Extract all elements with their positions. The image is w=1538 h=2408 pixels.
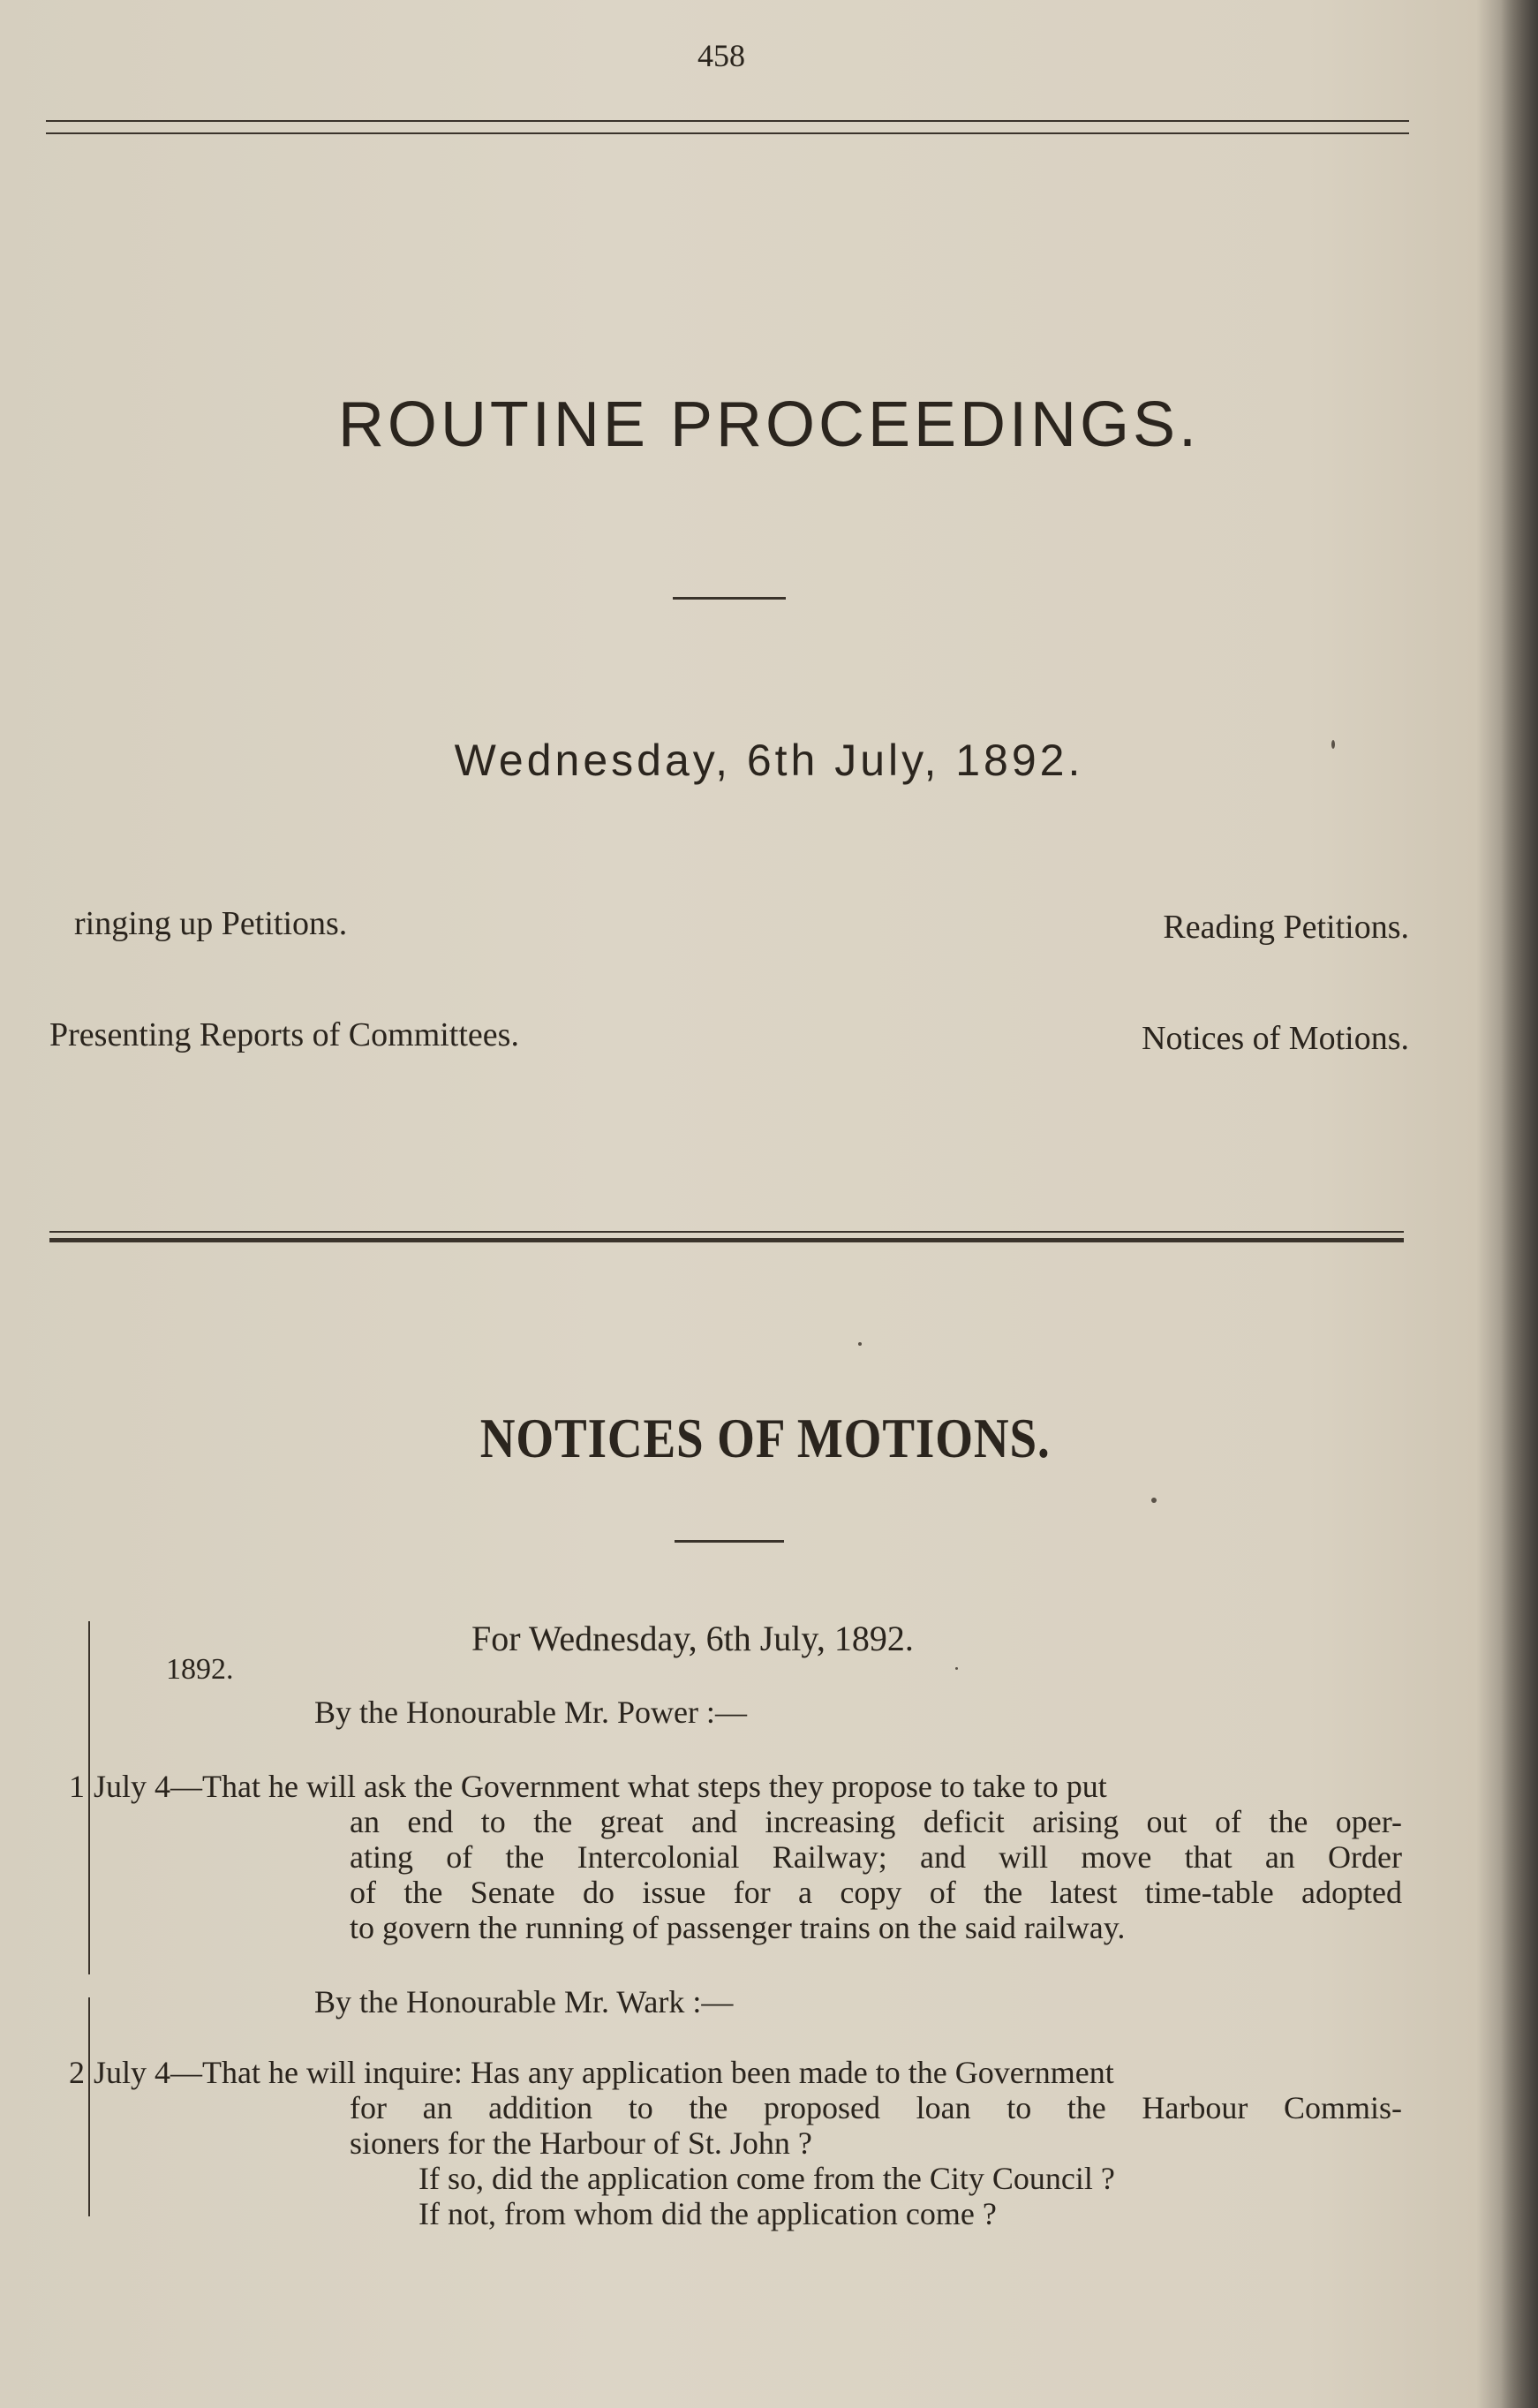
- section-divider-bottom: [49, 1238, 1404, 1242]
- motion-text-line: sioners for the Harbour of St. John ?: [350, 2125, 812, 2161]
- motion-text-line: If so, did the application come from the City Council ?: [418, 2161, 1115, 2196]
- routine-proceedings-title: ROUTINE PROCEEDINGS.: [337, 389, 1201, 460]
- motion-text-line: for an addition to the proposed loan to the Harbour Commis-: [350, 2090, 1402, 2125]
- motion-text-line: July 4—That he will ask the Government what steps they propose to take to put: [94, 1769, 1107, 1804]
- margin-year: 1892.: [166, 1653, 234, 1686]
- routine-date: Wednesday, 6th July, 1892.: [454, 736, 1084, 785]
- routine-item: ringing up Petitions.: [74, 905, 348, 942]
- motion-author: By the Honourable Mr. Wark :—: [314, 1984, 734, 2019]
- header-rule-bottom: [46, 132, 1409, 134]
- routine-item: Presenting Reports of Committees.: [49, 1016, 519, 1053]
- ink-speck: [1151, 1498, 1157, 1503]
- motions-for-date: For Wednesday, 6th July, 1892.: [471, 1619, 914, 1658]
- header-rule-top: [46, 120, 1409, 122]
- margin-rule: [88, 1997, 90, 2216]
- motion-text-line: July 4—That he will inquire: Has any application been made to the Government: [94, 2055, 1114, 2090]
- notices-of-motions-title: NOTICES OF MOTIONS.: [479, 1407, 1051, 1469]
- section-divider-top: [49, 1231, 1404, 1233]
- routine-item: Notices of Motions.: [1142, 1020, 1409, 1057]
- routine-item: Reading Petitions.: [1163, 909, 1409, 946]
- title-underline-1: [673, 597, 786, 600]
- page-edge-shadow: [1501, 0, 1538, 2408]
- motion-text-line: ating of the Intercolonial Railway; and will move that an Order: [350, 1839, 1402, 1875]
- motion-author: By the Honourable Mr. Power :—: [314, 1695, 747, 1730]
- motion-text-line: an end to the great and increasing deficit arising out of the oper-: [350, 1804, 1402, 1839]
- margin-rule: [88, 1621, 90, 1974]
- ink-speck: [955, 1667, 958, 1670]
- motion-text-line: to govern the running of passenger trains on the said railway.: [350, 1910, 1126, 1945]
- ink-speck: [1331, 740, 1335, 749]
- title-underline-2: [675, 1540, 784, 1543]
- ink-speck: [858, 1342, 862, 1346]
- motion-text-line: If not, from whom did the application come ?: [418, 2196, 997, 2231]
- motion-number: 2: [69, 2055, 85, 2090]
- motion-text-line: of the Senate do issue for a copy of the latest time-table adopted: [350, 1875, 1402, 1910]
- motion-number: 1: [69, 1769, 85, 1804]
- page-number: 458: [697, 38, 745, 73]
